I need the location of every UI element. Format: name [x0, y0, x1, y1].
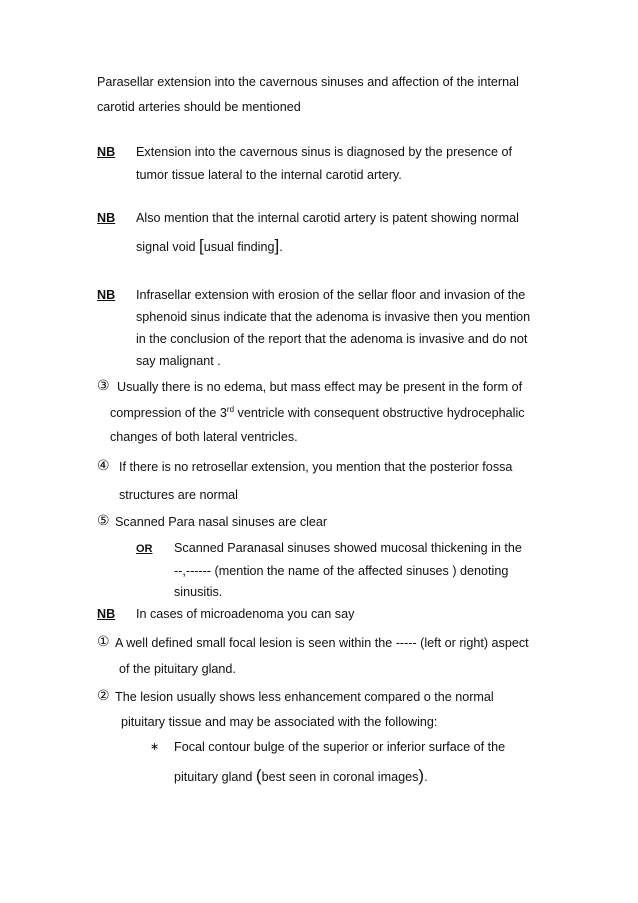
open-paren: ( [255, 766, 262, 785]
nb2-line-2-start: signal void [136, 240, 200, 254]
nb-label: NB [97, 607, 116, 621]
item4-line-1: If there is no retrosellar extension, you mention that the posterior fossa [119, 460, 513, 474]
or-line-3: sinusitis. [174, 585, 223, 599]
superscript-rd: rd [226, 405, 235, 414]
nb4-line-1: In cases of microadenoma you can say [136, 607, 355, 621]
bullet1-line-2-start: pituitary gland [174, 770, 256, 784]
or-label: OR [136, 543, 153, 555]
nb-label: NB [97, 211, 116, 225]
nb2-line-2-mid: usual finding [203, 240, 275, 254]
nb2-line-1: Also mention that the internal carotid artery is patent showing normal [136, 211, 519, 225]
nb3-line-2: sphenoid sinus indicate that the adenoma is invasive then you mention [136, 310, 531, 324]
nb2-line-2 [136, 236, 283, 256]
micro2-line-1: The lesion usually shows less enhancement compared o the normal [115, 690, 494, 704]
bullet1-line-2-end: . [424, 770, 428, 784]
item5-line-1: Scanned Para nasal sinuses are clear [115, 515, 328, 529]
nb1-line-1: Extension into the cavernous sinus is diagnosed by the presence of [136, 145, 512, 159]
or-line-2: --,------ (mention the name of the affected sinuses ) denoting [174, 564, 509, 578]
asterisk-bullet-icon: ∗ [150, 741, 160, 753]
circled-2-icon: ② [97, 688, 110, 704]
close-bracket: ] [274, 236, 280, 255]
item3-line-2-start: compression of the 3 [110, 406, 227, 421]
item4-line-2: structures are normal [119, 488, 238, 502]
circled-1-icon: ① [97, 634, 110, 650]
or-line-1: Scanned Paranasal sinuses showed mucosal thickening in the [174, 541, 522, 555]
item3-line-1: Usually there is no edema, but mass effect may be present in the form of [117, 380, 523, 394]
circled-4-icon: ④ [97, 458, 110, 474]
micro1-line-2: of the pituitary gland. [119, 662, 236, 676]
nb3-line-4: say malignant . [136, 354, 221, 368]
nb-label: NB [97, 145, 116, 159]
circled-3-icon: ③ [97, 378, 110, 394]
nb-label: NB [97, 288, 116, 302]
close-paren: ) [418, 766, 425, 785]
bullet1-line-2-mid: best seen in coronal images [261, 770, 419, 784]
nb3-line-3: in the conclusion of the report that the adenoma is invasive and do not [136, 332, 528, 346]
nb3-line-1: Infrasellar extension with erosion of the sellar floor and invasion of the [136, 288, 526, 302]
bullet1-line-1: Focal contour bulge of the superior or inferior surface of the [174, 740, 506, 754]
item3-line-2-end: ventricle with consequent obstructive hydrocephalic [234, 406, 525, 421]
bullet1-line-2 [174, 766, 428, 786]
circled-5-icon: ⑤ [97, 513, 110, 529]
item3-line-3: changes of both lateral ventricles. [110, 430, 298, 444]
item3-line-2 [110, 405, 525, 420]
open-bracket: [ [199, 236, 204, 255]
micro2-line-2: pituitary tissue and may be associated with the following: [121, 715, 438, 729]
nb2-line-2-end: . [279, 240, 283, 254]
intro-line-1: Parasellar extension into the cavernous sinuses and affection of the internal [97, 75, 519, 89]
intro-line-2: carotid arteries should be mentioned [97, 100, 301, 114]
micro1-line-1: A well defined small focal lesion is seen within the ----- (left or right) aspect [115, 636, 529, 650]
nb1-line-2: tumor tissue lateral to the internal carotid artery. [136, 168, 402, 182]
